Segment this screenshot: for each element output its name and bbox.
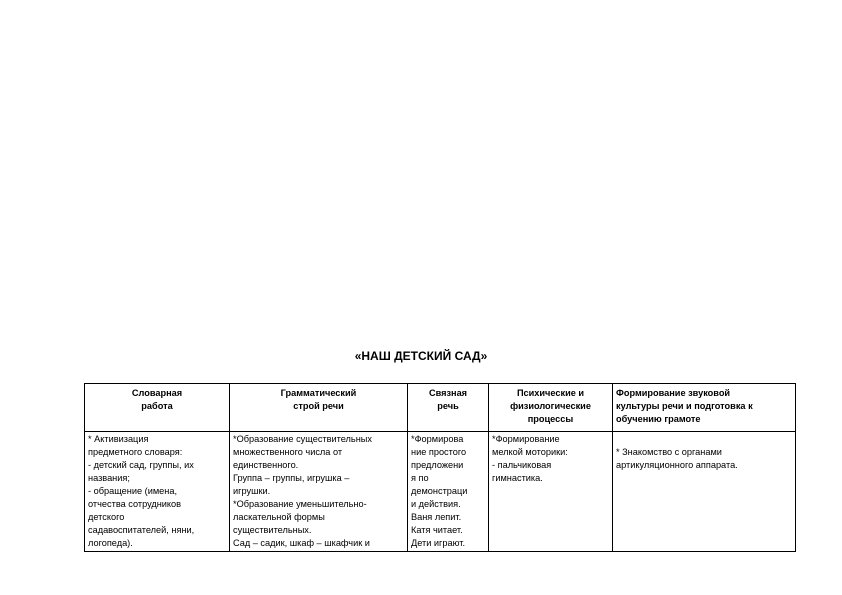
header-coherent-speech: Связная речь: [408, 384, 489, 432]
lesson-plan-table: [84, 383, 796, 552]
table-header-row: [85, 384, 796, 432]
cell-coherent-speech: *Формирова ние простого предложени я по демонстраци и действия. Ваня лепит. Катя читает. Дети играют.: [408, 432, 489, 552]
cell-mental-processes: *Формирование мелкой моторики: - пальчиковая гимнастика.: [489, 432, 613, 552]
cell-grammar: *Образование существительных множественного числа от единственного. Группа – группы, игрушка – игрушки. *Образование уменьшительно- ласкательной формы существительных. Сад – садик, шкаф – шкафчик и: [230, 432, 408, 552]
header-vocabulary: Словарная работа: [85, 384, 230, 432]
cell-sound-culture: * Знакомство с органами артикуляционного аппарата.: [613, 432, 796, 552]
header-sound-culture: Формирование звуковой культуры речи и подготовка к обучению грамоте: [613, 384, 796, 432]
cell-vocabulary: * Активизация предметного словаря: - детский сад, группы, их названия; - обращение (имена, отчества сотрудников детского садавоспитателей, няни, логопеда).: [85, 432, 230, 552]
table-row: [85, 432, 796, 552]
header-mental-processes: Психические и физиологические процессы: [489, 384, 613, 432]
header-grammar: Грамматический строй речи: [230, 384, 408, 432]
page-title: «НАШ ДЕТСКИЙ САД»: [354, 349, 488, 363]
